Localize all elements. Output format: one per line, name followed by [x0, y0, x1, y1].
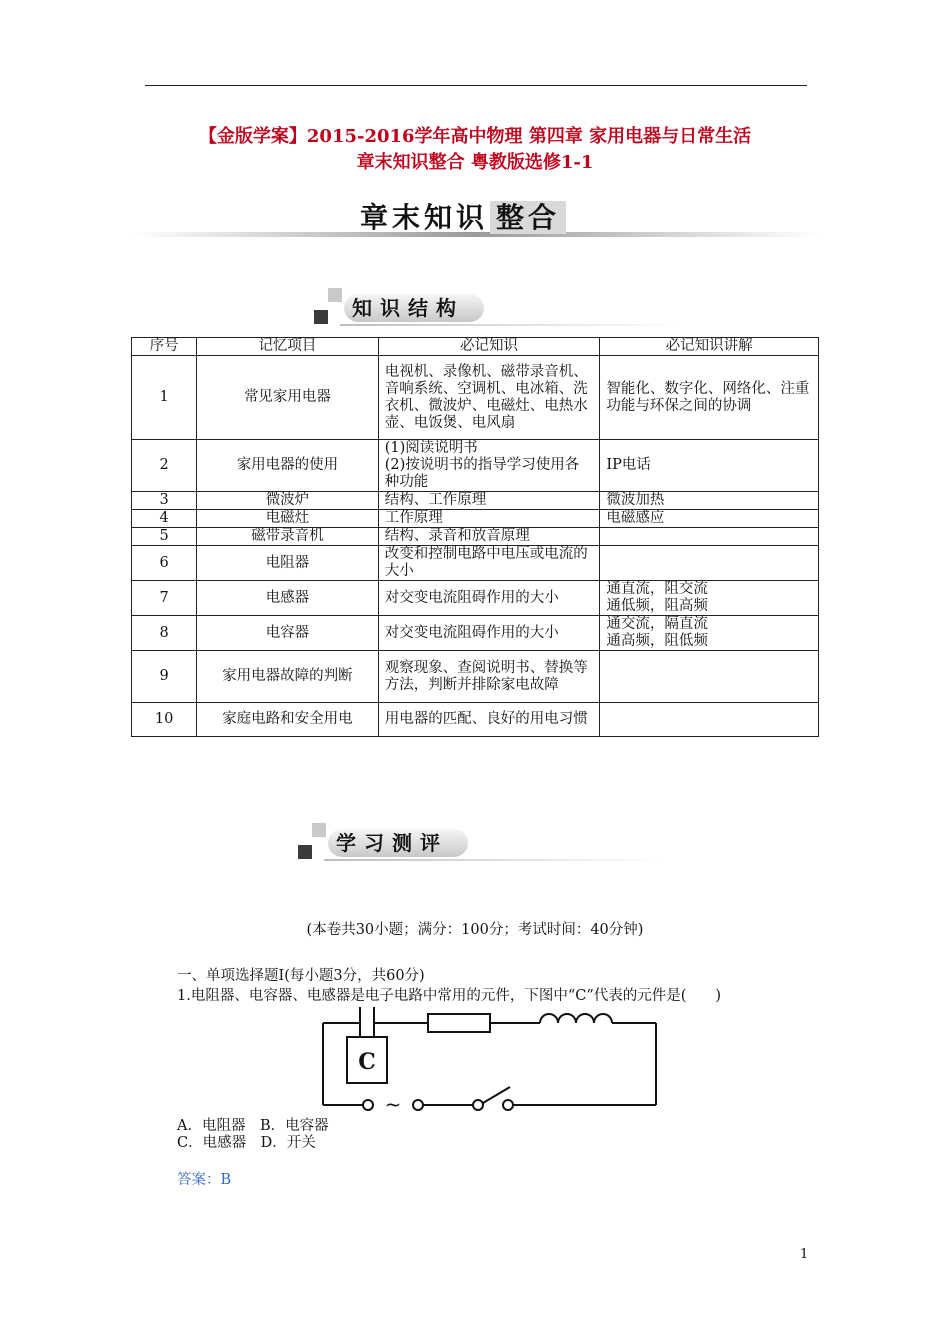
- options-line-2: C．电感器 D．开关: [177, 1135, 316, 1151]
- cell-item: 家庭电路和安全用电: [197, 703, 379, 737]
- section-shadow-line: [324, 859, 664, 861]
- section-header-structure: [300, 288, 680, 328]
- cell-knowledge: (1)阅读说明书 (2)按说明书的指导学习使用各种功能: [378, 440, 600, 492]
- cell-no: 1: [132, 356, 197, 440]
- cell-explain: [600, 651, 819, 703]
- table-row: [132, 581, 819, 616]
- cell-item: 常见家用电器: [197, 356, 379, 440]
- header-item: 记忆项目: [197, 338, 379, 356]
- banner-title-main: 章末知识: [360, 201, 489, 234]
- header-knowledge: 必记知识: [378, 338, 600, 356]
- cell-knowledge: 用电器的匹配、良好的用电习惯: [378, 703, 600, 737]
- source-terminal-left: [363, 1100, 373, 1110]
- cell-explain: 通直流，阻交流 通低频，阻高频: [600, 581, 819, 616]
- cell-knowledge: 对交变电流阻碍作用的大小: [378, 581, 600, 616]
- cell-knowledge: 工作原理: [378, 510, 600, 528]
- decor-square-dark: [298, 845, 312, 859]
- header-explain: 必记知识讲解: [600, 338, 819, 356]
- table-row: [132, 651, 819, 703]
- cell-knowledge: 改变和控制电路中电压或电流的大小: [378, 546, 600, 581]
- cell-no: 10: [132, 703, 197, 737]
- cell-no: 6: [132, 546, 197, 581]
- cell-item: 电感器: [197, 581, 379, 616]
- section-label-structure: 知识结构: [352, 296, 464, 320]
- table-row: [132, 703, 819, 737]
- knowledge-table: [131, 337, 819, 737]
- circuit-diagram: [318, 1007, 663, 1112]
- title-line-1: 【金版学案】2015-2016学年高中物理 第四章 家用电器与日常生活: [198, 126, 752, 147]
- decor-square-light: [312, 823, 326, 837]
- table-row: [132, 440, 819, 492]
- source-terminal-right: [413, 1100, 423, 1110]
- cell-knowledge: 结构、工作原理: [378, 492, 600, 510]
- switch-terminal-left: [473, 1100, 483, 1110]
- cell-knowledge: 电视机、录像机、磁带录音机、音响系统、空调机、电冰箱、洗衣机、微波炉、电磁灶、电热水壶、电饭煲、电风扇: [378, 356, 600, 440]
- chapter-banner: [130, 196, 820, 242]
- table-row: [132, 356, 819, 440]
- cell-explain: [600, 703, 819, 737]
- cell-no: 7: [132, 581, 197, 616]
- inductor-symbol: [540, 1014, 612, 1023]
- cell-item: 微波炉: [197, 492, 379, 510]
- cell-explain: 电磁感应: [600, 510, 819, 528]
- exam-info: (本卷共30小题；满分：100分；考试时间：40分钟): [306, 922, 644, 938]
- cell-explain: 智能化、数字化、网络化、注重功能与环保之间的协调: [600, 356, 819, 440]
- resistor-symbol: [428, 1014, 490, 1032]
- cell-knowledge: 观察现象、查阅说明书、替换等方法，判断并排除家电故障: [378, 651, 600, 703]
- title-line-2: 章末知识整合 粤教版选修1-1: [356, 152, 594, 173]
- section-header-assessment: [284, 823, 664, 863]
- cell-explain: IP电话: [600, 440, 819, 492]
- cell-knowledge: 对交变电流阻碍作用的大小: [378, 616, 600, 651]
- header-no: 序号: [132, 338, 197, 356]
- cell-item: 磁带录音机: [197, 528, 379, 546]
- banner-title-emph: 整合: [490, 201, 566, 234]
- component-c-label: C: [358, 1049, 376, 1075]
- table-row: [132, 528, 819, 546]
- cell-explain: [600, 528, 819, 546]
- cell-explain: [600, 546, 819, 581]
- cell-item: 电阻器: [197, 546, 379, 581]
- cell-no: 4: [132, 510, 197, 528]
- page-number: 1: [800, 1247, 809, 1262]
- cell-item: 电磁灶: [197, 510, 379, 528]
- banner-title: [360, 196, 566, 240]
- decor-square-light: [328, 288, 342, 302]
- decor-square-dark: [314, 310, 328, 324]
- switch-terminal-right: [503, 1100, 513, 1110]
- table-row: [132, 546, 819, 581]
- question-1-text: 1.电阻器、电容器、电感器是电子电路中常用的元件，下图中“C”代表的元件是( ): [177, 988, 722, 1004]
- section-one-heading: 一、单项选择题Ⅰ(每小题3分，共60分): [177, 968, 425, 984]
- question-1-options: [177, 1118, 329, 1152]
- cell-item: 家用电器的使用: [197, 440, 379, 492]
- cell-no: 9: [132, 651, 197, 703]
- table-header-row: [132, 338, 819, 356]
- answer-text: 答案：B: [177, 1172, 232, 1188]
- cell-no: 8: [132, 616, 197, 651]
- cell-no: 2: [132, 440, 197, 492]
- table-row: [132, 510, 819, 528]
- cell-item: 家用电器故障的判断: [197, 651, 379, 703]
- table-row: [132, 616, 819, 651]
- top-rule: [145, 85, 807, 86]
- cell-knowledge: 结构、录音和放音原理: [378, 528, 600, 546]
- cell-explain: 通交流，隔直流 通高频，阻低频: [600, 616, 819, 651]
- cell-item: 电容器: [197, 616, 379, 651]
- document-title: [120, 124, 830, 176]
- cell-no: 5: [132, 528, 197, 546]
- cell-explain: 微波加热: [600, 492, 819, 510]
- section-label-assessment: 学习测评: [336, 831, 448, 855]
- section-shadow-line: [340, 324, 680, 326]
- cell-no: 3: [132, 492, 197, 510]
- ac-source-symbol: ~: [384, 1092, 402, 1112]
- options-line-1: A．电阻器 B．电容器: [177, 1118, 329, 1134]
- table-row: [132, 492, 819, 510]
